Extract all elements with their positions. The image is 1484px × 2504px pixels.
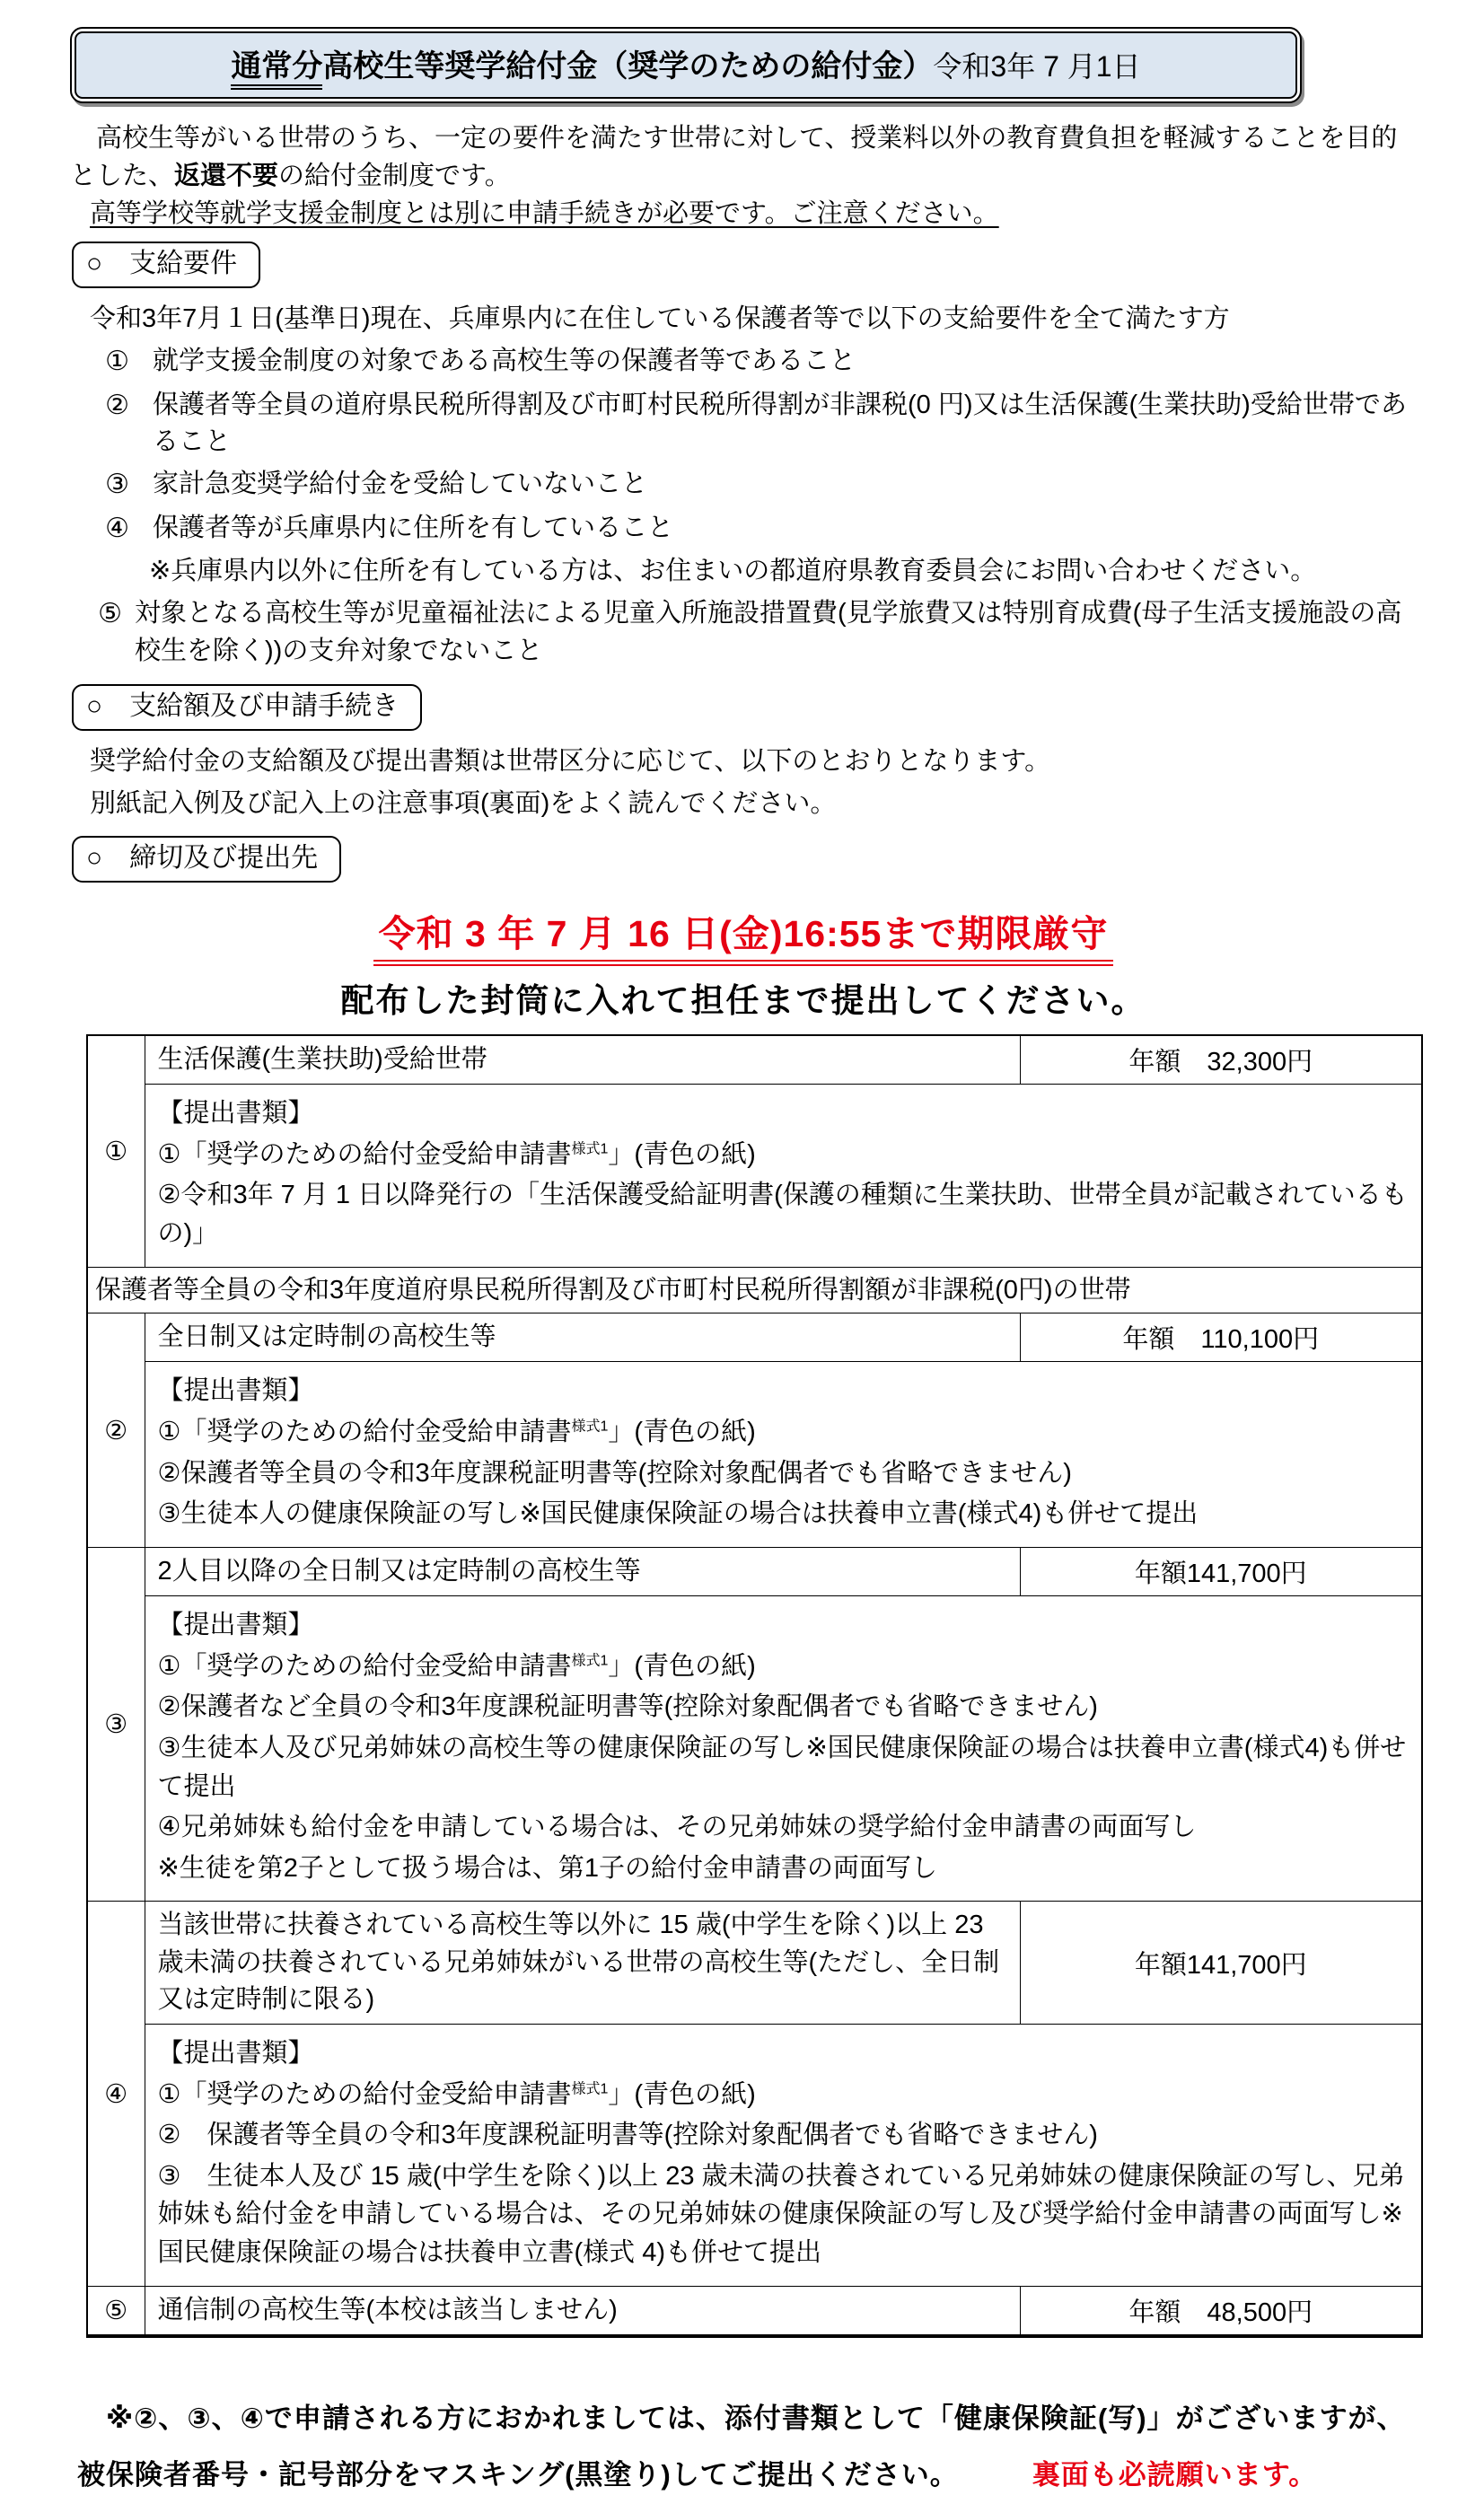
requirement-number: ④ [105, 513, 129, 543]
doc-line: ② 保護者等全員の令和3年度課税証明書等(控除対象配偶者でも省略できません) [157, 2121, 1098, 2150]
doc-line: 【提出書類】 [157, 1611, 314, 1640]
submission-instruction: 配布した封筒に入れて担任まで提出してください。 [340, 981, 1146, 1019]
group1-category: 生活保護(生業扶助)受給世帯 [145, 1035, 1020, 1085]
group2-docs-cell [145, 1362, 1422, 1548]
deadline-banner [70, 904, 1417, 966]
requirement-number: ⑤ [98, 599, 122, 629]
doc-line: ③生徒本人及び兄弟姉妹の高校生等の健康保険証の写し※国民健康保険証の場合は扶養申立書(様式4)も併せて提出 [157, 1733, 1407, 1801]
requirement-item-3 [70, 466, 1417, 505]
requirement-text: 保護者等が兵庫県内に住所を有していること [153, 513, 674, 542]
group3-number: ③ [87, 1547, 145, 1902]
no-repayment-emphasis: 返還不要 [174, 162, 279, 191]
table-row-group2-header [87, 1314, 1422, 1362]
doc-line: 【提出書類】 [157, 2038, 314, 2068]
amount-line-2: 別紙記入例及び記入上の注意事項(裏面)をよく読んでください。 [90, 788, 837, 818]
group2-number: ② [87, 1314, 145, 1548]
title-box-inner [75, 31, 1297, 99]
group4-category: 当該世帯に扶養されている高校生等以外に 15 歳(中学生を除く)以上 23 歳未満の扶養されている兄弟姉妹がいる世帯の高校生等(ただし、全日制又は定時制に限る) [145, 1902, 1020, 2025]
table-row-group2-docs [87, 1362, 1422, 1548]
doc-line: 【提出書類】 [157, 1376, 314, 1406]
doc-line: ①「奨学のための給付金受給申請書$^{様式1}$」(青色の紙) [157, 1651, 756, 1681]
requirement-item-5 [70, 595, 1417, 669]
doc-line: 【提出書類】 [157, 1099, 314, 1129]
amount-line-1: 奨学給付金の支給額及び提出書類は世帯区分に応じて、以下のとおりとなります。 [90, 746, 1051, 776]
group5-number: ⑤ [87, 2286, 145, 2336]
section-heading-requirements: ○ 支給要件 [72, 242, 260, 288]
title-underlined-part: 通常分 [231, 49, 322, 90]
doc-line: ①「奨学のための給付金受給申請書$^{様式1}$」(青色の紙) [157, 1417, 756, 1446]
requirement-item-2 [70, 387, 1417, 461]
title-date: 令和3年 7 月1日 [933, 50, 1141, 83]
group3-amount: 年額141,700円 [1020, 1547, 1422, 1595]
group4-amount: 年額141,700円 [1020, 1902, 1422, 2025]
group2-amount: 年額 110,100円 [1020, 1314, 1422, 1362]
intro-line-1: 高校生等がいる世帯のうち、一定の要件を満たす世帯に対して、授業料以外の教育費負担を軽減することを目的とした、返還不要の給付金制度です。 [70, 124, 1398, 191]
group2-category: 全日制又は定時制の高校生等 [145, 1314, 1020, 1362]
title-rest-part: 高校生等奨学給付金（奨学のための給付金） [322, 49, 934, 83]
form-superscript: 様式1 [571, 2080, 609, 2096]
table-row-group4-docs [87, 2024, 1422, 2286]
doc-line: ③ 生徒本人及び 15 歳(中学生を除く)以上 23 歳未満の扶養されている兄弟姉妹の健康保険証の写し、兄弟姉妹も給付金を申請している場合は、その兄弟姉妹の健康保険証の写し及び奨学給付金申請書の両面写し※国民健康保険証の場合は扶養申立書(様式 4)も併せて提出 [157, 2161, 1405, 2268]
group5-amount: 年額 48,500円 [1020, 2286, 1422, 2336]
footer-note [77, 2390, 1417, 2504]
table-row-group3-docs [87, 1596, 1422, 1902]
group4-number: ④ [87, 1902, 145, 2286]
requirement-number: ② [105, 390, 129, 420]
table-row-group3-header [87, 1547, 1422, 1595]
title-box [70, 27, 1302, 103]
section-heading-amount: ○ 支給額及び申請手続き [72, 684, 422, 731]
doc-line: ①「奨学のための給付金受給申請書$^{様式1}$」(青色の紙) [157, 2079, 756, 2109]
requirement-number: ③ [105, 470, 129, 500]
doc-line: ②保護者など全員の令和3年度課税証明書等(控除対象配偶者でも省略できません) [157, 1692, 1098, 1722]
requirement-item-4 [70, 510, 1417, 549]
intro-line-2: 高等学校等就学支援金制度とは別に申請手続きが必要です。ご注意ください。 [90, 199, 999, 229]
group5-category: 通信制の高校生等(本校は該当しません) [145, 2286, 1020, 2336]
form-superscript: 様式1 [571, 1653, 609, 1668]
group3-category: 2人目以降の全日制又は定時制の高校生等 [145, 1547, 1020, 1595]
requirement-text: 保護者等全員の道府県民税所得割及び市町村民税所得割が非課税(0 円)又は生活保護(生業扶助)受給世帯であること [153, 390, 1407, 456]
grant-table [86, 1034, 1423, 2338]
table-row-divider [87, 1267, 1422, 1314]
document-title [231, 49, 933, 90]
table-row-group4-header [87, 1902, 1422, 2025]
table-row-group1-header [87, 1035, 1422, 1085]
group1-number: ① [87, 1035, 145, 1267]
form-superscript: 様式1 [571, 1141, 609, 1157]
group1-amount: 年額 32,300円 [1020, 1035, 1422, 1085]
table-row-group5 [87, 2286, 1422, 2336]
requirements-intro: 令和3年7月１日(基準日)現在、兵庫県内に在住している保護者等で以下の支給要件を全て満たす方 [90, 304, 1230, 334]
doc-line: ①「奨学のための給付金受給申請書$^{様式1}$」(青色の紙) [157, 1139, 756, 1169]
doc-line: ※生徒を第2子として扱う場合は、第1子の給付金申請書の両面写し [157, 1853, 938, 1883]
requirement-item-1 [70, 343, 1417, 382]
doc-line: ③生徒本人の健康保険証の写し※国民健康保険証の場合は扶養申立書(様式4)も併せて提出 [157, 1499, 1199, 1529]
divider-text: 保護者等全員の令和3年度道府県民税所得割及び市町村民税所得割額が非課税(0円)の世帯 [87, 1267, 1422, 1314]
doc-line: ②令和3年 7 月 1 日以降発行の「生活保護受給証明書(保護の種類に生業扶助、世帯全員が記載されているもの)」 [157, 1181, 1408, 1248]
group1-docs-cell [145, 1085, 1422, 1268]
form-superscript: 様式1 [571, 1419, 609, 1435]
deadline-date-text: 令和 3 年 7 月 16 日(金)16:55まで期限厳守 [373, 904, 1114, 966]
table-row-group1-docs [87, 1085, 1422, 1268]
group4-docs-cell [145, 2024, 1422, 2286]
doc-line: ④兄弟姉妹も給付金を申請している場合は、その兄弟姉妹の奨学給付金申請書の両面写し [157, 1813, 1197, 1842]
requirement-text: 就学支援金制度の対象である高校生等の保護者等であること [153, 347, 856, 376]
requirement-note: ※兵庫県内以外に住所を有している方は、お住まいの都道府県教育委員会にお問い合わせください。 [149, 557, 1317, 586]
group3-docs-cell [145, 1596, 1422, 1902]
requirement-text: 家計急変奨学給付金を受給していないこと [153, 470, 648, 499]
requirement-text: 対象となる高校生等が児童福祉法による児童入所施設措置費(見学旅費又は特別育成費(母子生活支援施設の高校生を除く))の支弁対象でないこと [135, 599, 1402, 665]
footer-reverse-side-note: 裏面も必読願います。 [1032, 2459, 1318, 2491]
footer-masking-note: ※②、③、④で申請される方におかれましては、添付書類として「健康保険証(写)」がございますが、被保険者番号・記号部分をマスキング(黒塗り)してご提出ください。 [77, 2402, 1406, 2491]
doc-line: ②保護者等全員の令和3年度課税証明書等(控除対象配偶者でも省略できません) [157, 1458, 1072, 1488]
section-heading-deadline: ○ 締切及び提出先 [72, 836, 341, 883]
intro-paragraphs [70, 119, 1417, 233]
requirement-number: ① [105, 347, 129, 377]
